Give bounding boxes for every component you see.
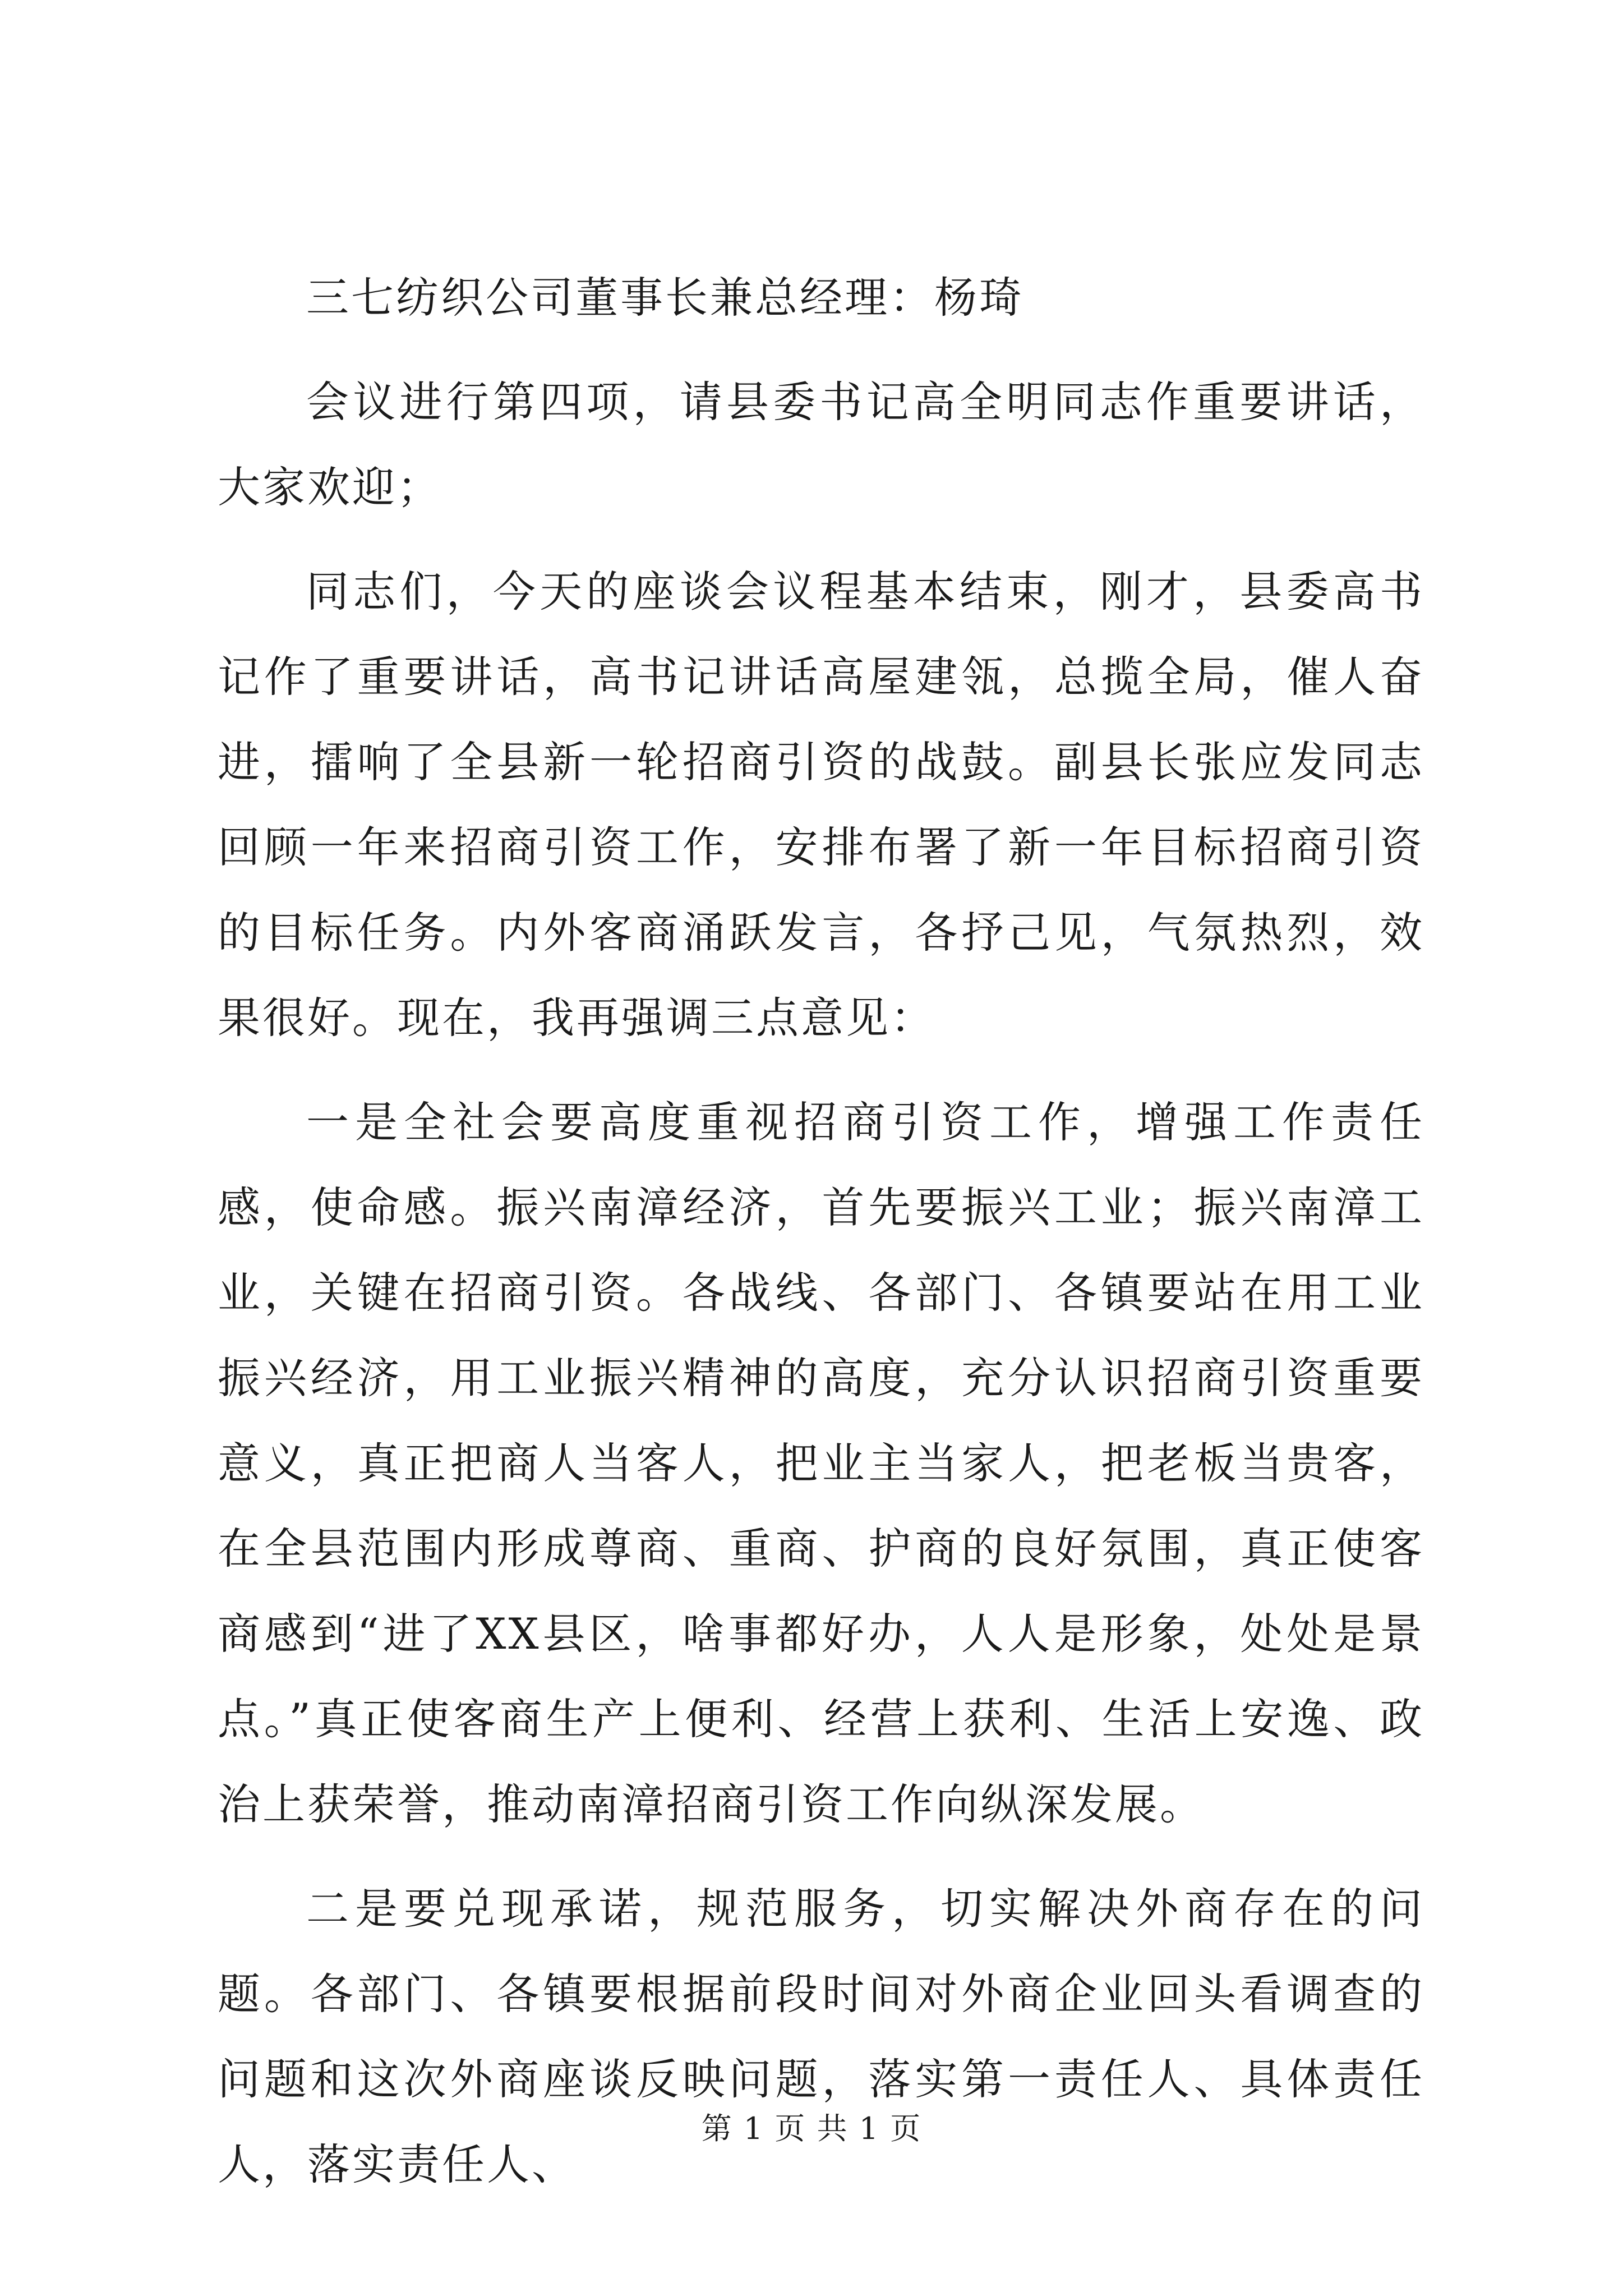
- paragraph-point-two: 二是要兑现承诺，规范服务，切实解决外商存在的问题。各部门、各镇要根据前段时间对外商企业回头看调查的问题和这次外商座谈反映问题，落实第一责任人、具体责任人，落实责任人、: [218, 1884, 1424, 2189]
- paragraph-signature-line: 三七纺织公司董事长兼总经理：杨琦: [306, 273, 1024, 323]
- paragraph-agenda-item: 会议进行第四项，请县委书记高全明同志作重要讲话，大家欢迎；: [218, 377, 1424, 512]
- paragraph-summary: 同志们，今天的座谈会议程基本结束，刚才，县委高书记作了重要讲话，高书记讲话高屋建瓴，总揽全局，催人奋进，擂响了全县新一轮招商引资的战鼓。副县长张应发同志回顾一年来招商引资工作，安排布署了新一年目标招商引资的目标任务。内外客商涌跃发言，各抒己见，气氛热烈，效果很好。现在，我再强调三点意见：: [218, 567, 1424, 1043]
- document-body: [218, 255, 1424, 2226]
- paragraph-point-one: 一是全社会要高度重视招商引资工作，增强工作责任感，使命感。振兴南漳经济，首先要振兴工业；振兴南漳工业，关键在招商引资。各战线、各部门、各镇要站在用工业振兴经济，用工业振兴精神的高度，充分认识招商引资重要意义，真正把商人当客人，把业主当家人，把老板当贵客，在全县范围内形成尊商、重商、护商的良好氛围，真正使客商感到“进了XX县区，啥事都好办，人人是形象，处处是景点。”真正使客商生产上便利、经营上获利、生活上安逸、政治上获荣誉，推动南漳招商引资工作向纵深发展。: [218, 1097, 1424, 1829]
- page-number-footer: 第 1 页 共 1 页: [701, 2111, 922, 2146]
